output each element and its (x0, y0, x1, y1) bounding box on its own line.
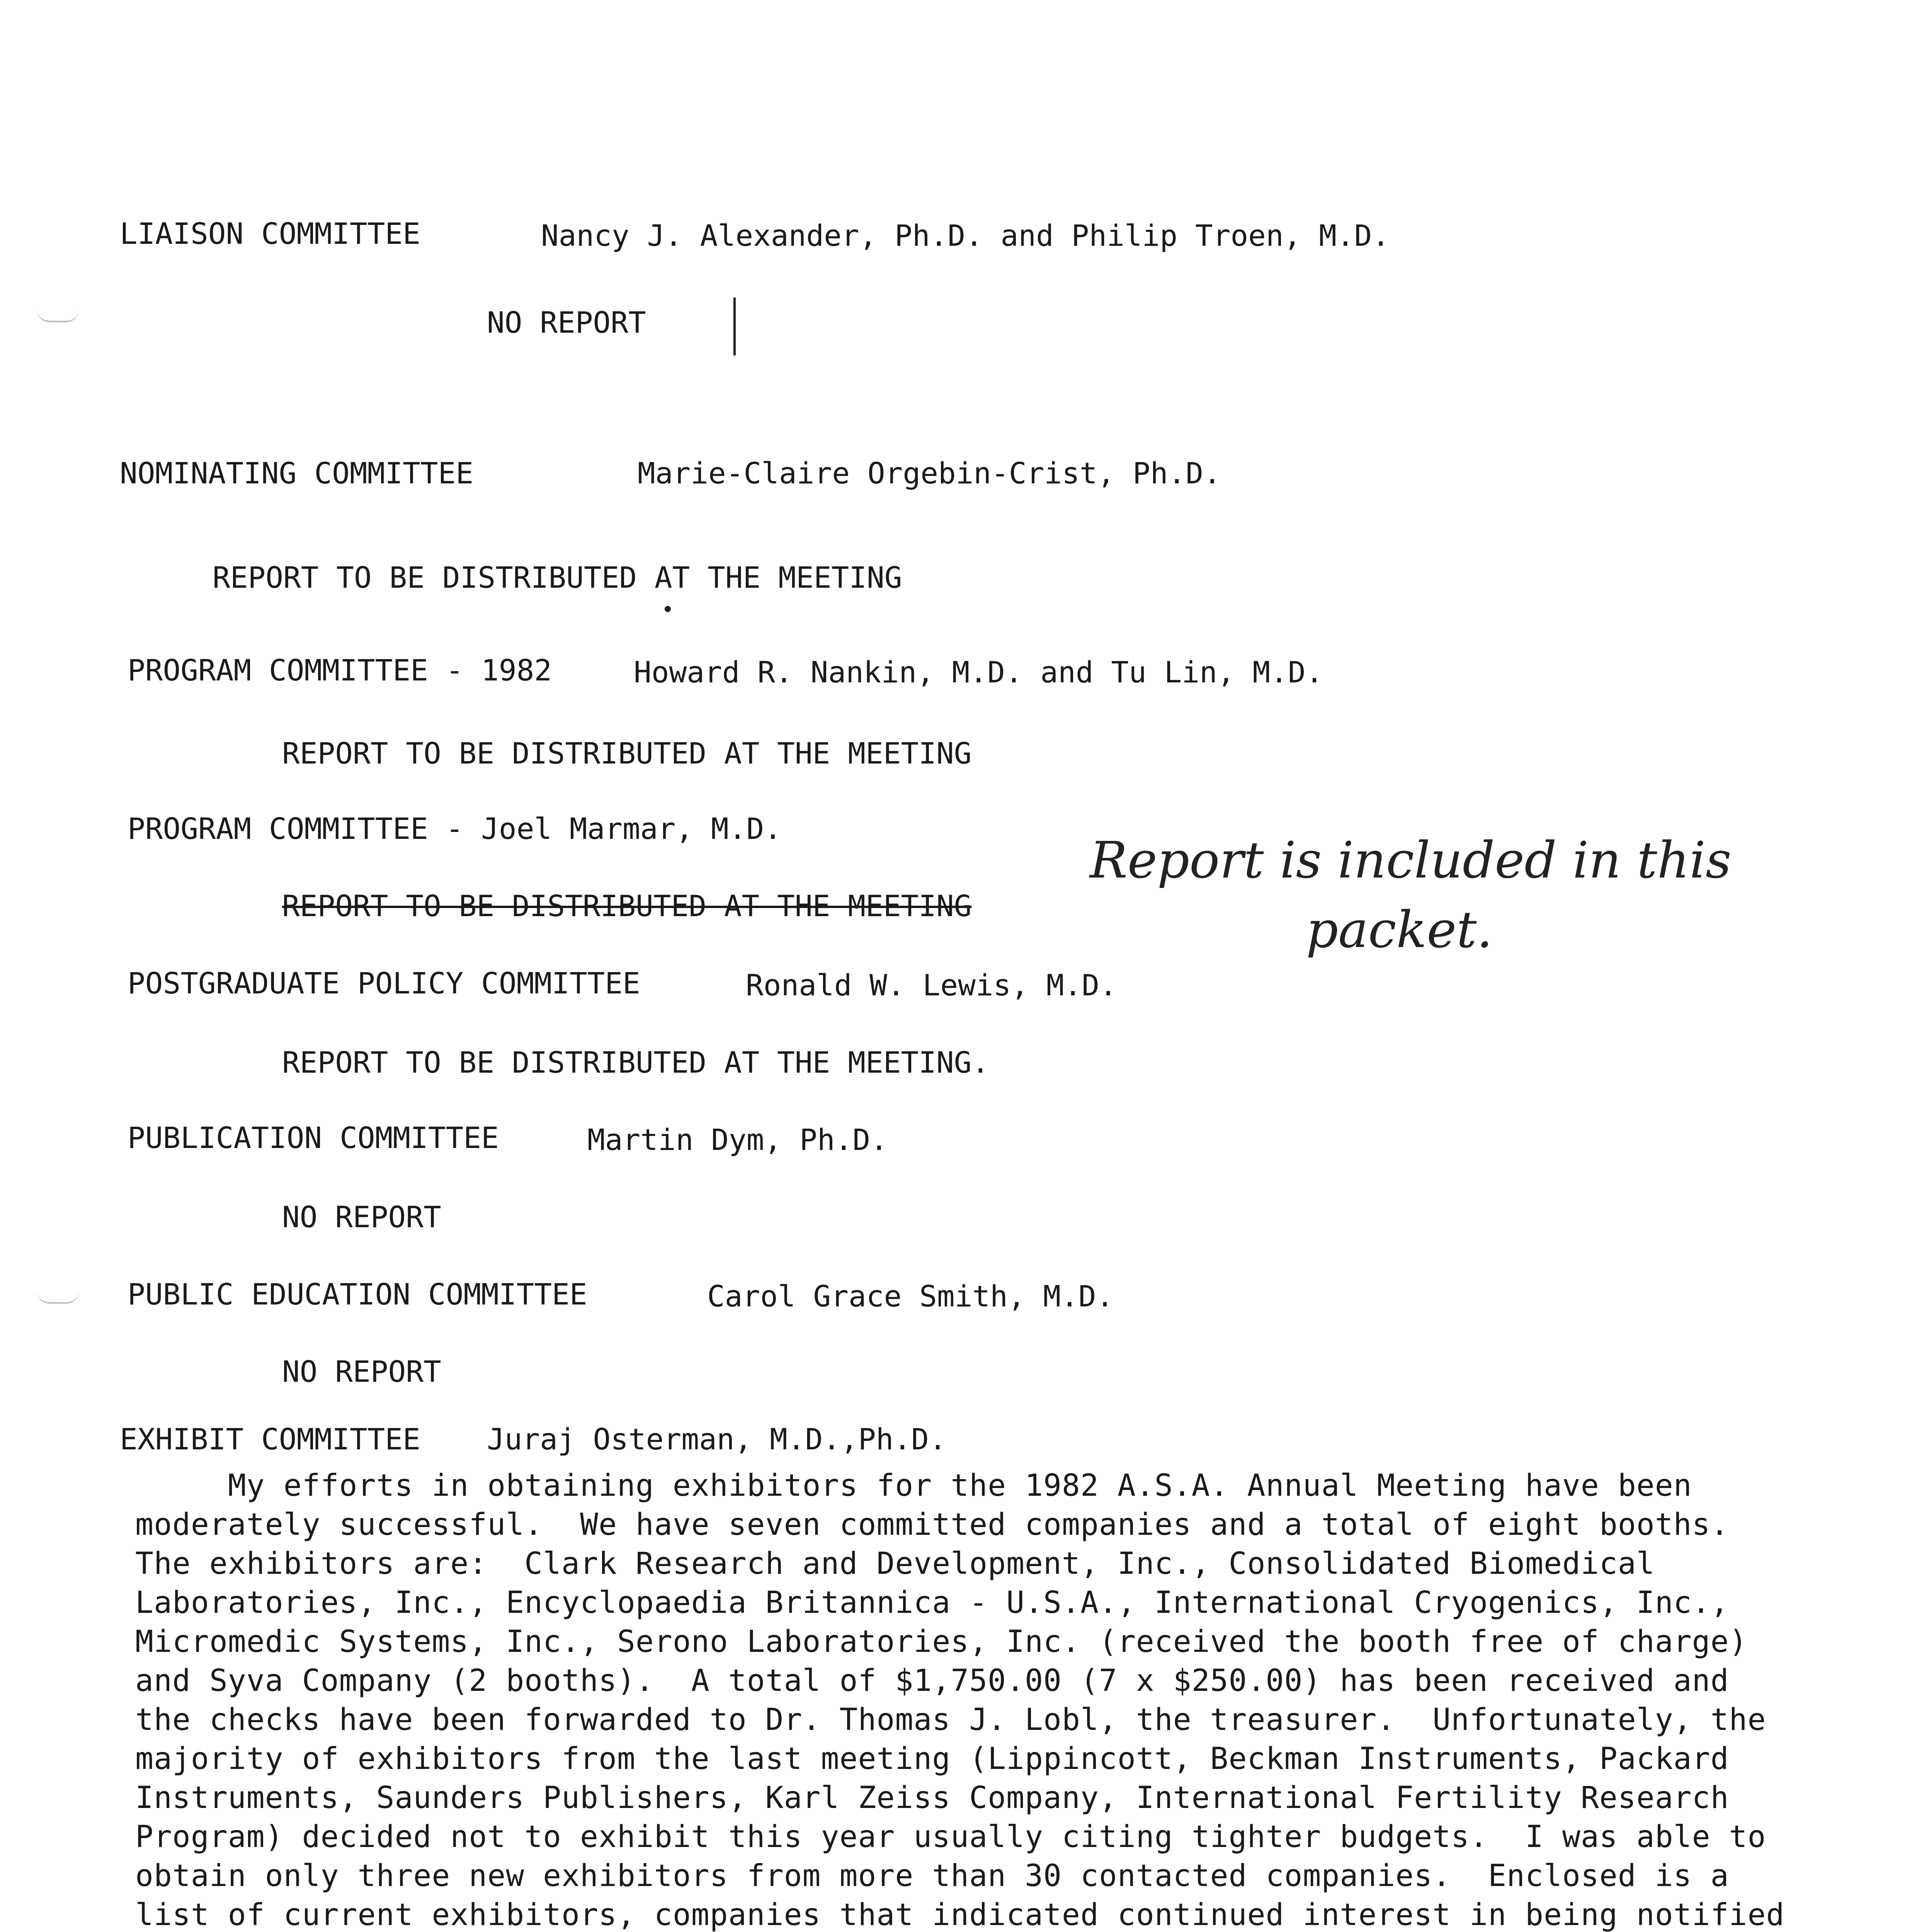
liaison-committee-members: Nancy J. Alexander, Ph.D. and Philip Troen, M.D. (541, 218, 1390, 253)
public-education-committee-members: Carol Grace Smith, M.D. (707, 1279, 1114, 1313)
exhibit-committee-members: Juraj Osterman, M.D.,Ph.D. (487, 1422, 947, 1456)
margin-binding-mark (37, 1291, 79, 1304)
program-marmar-struck-status: REPORT TO BE DISTRIBUTED AT THE MEETING (282, 889, 972, 923)
publication-committee-heading: PUBLICATION COMMITTEE (128, 1121, 499, 1155)
liaison-committee-heading: LIAISON COMMITTEE (120, 216, 420, 251)
margin-binding-mark (37, 309, 79, 322)
liaison-committee-status: NO REPORT (487, 305, 646, 340)
margin-pen-mark (733, 298, 736, 355)
publication-committee-status: NO REPORT (282, 1200, 441, 1234)
publication-committee-members: Martin Dym, Ph.D. (587, 1122, 888, 1157)
program-marmar-committee-heading: PROGRAM COMMITTEE - Joel Marmar, M.D. (128, 811, 782, 846)
exhibit-committee-heading: EXHIBIT COMMITTEE (120, 1422, 420, 1456)
nominating-committee-heading: NOMINATING COMMITTEE (120, 456, 474, 490)
public-education-committee-status: NO REPORT (282, 1354, 441, 1389)
program-1982-committee-members: Howard R. Nankin, M.D. and Tu Lin, M.D. (634, 655, 1323, 689)
exhibit-report-paragraph-1: My efforts in obtaining exhibitors for the 1982 A.S.A. Annual Meeting have been moderately successful. We have seven committed companies and a total of eight booths. The exhibitors are: Clark Research and Development, Inc., Consolidated Biomedical Laboratories, Inc., Encyclopaedia Britannica - U.S.A., International Cryogenics, Inc., Micromedic Systems, Inc., Serono Laboratories, Inc. (received the booth free of charge) and Syva Company (2 booths). A total of $1,750.00 (7 x $250.00) has been received and the checks have been forwarded to Dr. Thomas J. Lobl, the treasurer. Unfortunately, the majority of exhibitors from the last meeting (Lippincott, Beckman Instruments, Packard Instruments, Saunders Publishers, Karl Zeiss Company, International Fertility Research Program) decided not to exhibit this year usually citing tighter budgets. I was able to obtain only three new exhibitors from more than 30 contacted companies. Enclosed is a list of current exhibitors, companies that indicated continued interest in being notified (135, 1468, 1785, 1932)
nominating-committee-members: Marie-Claire Orgebin-Crist, Ph.D. (638, 456, 1221, 490)
handwritten-note-line2: packet. (1306, 900, 1493, 959)
postgraduate-committee-status: REPORT TO BE DISTRIBUTED AT THE MEETING. (282, 1045, 990, 1080)
postgraduate-committee-members: Ronald W. Lewis, M.D. (746, 968, 1117, 1002)
program-1982-committee-status: REPORT TO BE DISTRIBUTED AT THE MEETING (282, 736, 972, 770)
program-1982-committee-heading: PROGRAM COMMITTEE - 1982 (128, 653, 552, 687)
postgraduate-committee-heading: POSTGRADUATE POLICY COMMITTEE (128, 966, 640, 1000)
ink-dot (665, 606, 671, 612)
handwritten-note-line1: Report is included in this (1090, 831, 1732, 889)
public-education-committee-heading: PUBLIC EDUCATION COMMITTEE (128, 1277, 587, 1311)
nominating-committee-status: REPORT TO BE DISTRIBUTED AT THE MEETING (213, 560, 902, 595)
